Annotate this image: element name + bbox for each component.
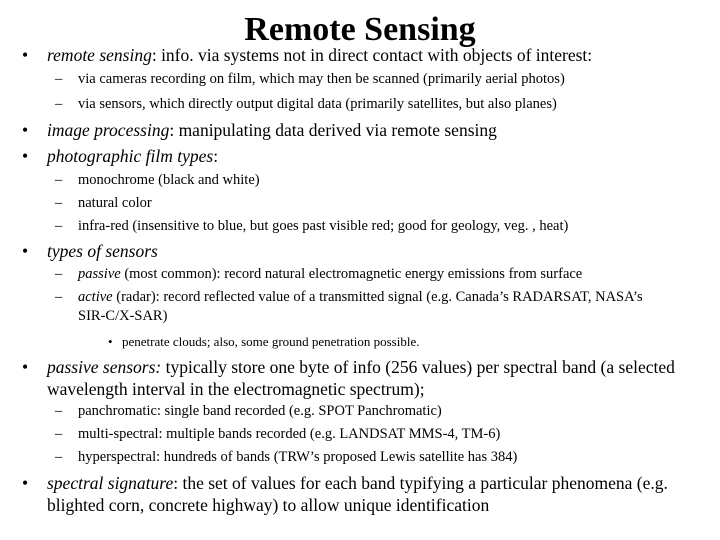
term: spectral signature [47, 473, 174, 493]
bullet-sensor-types [22, 240, 697, 262]
sub-bullet: – infra-red (insensitive to blue, but goes past visible red; good for geology, veg. , heat) [55, 218, 569, 234]
definition: : [213, 146, 219, 166]
dash-icon: – [55, 449, 63, 465]
dash-icon: – [55, 172, 63, 188]
term: image processing [47, 120, 170, 140]
sub-bullet: – natural color [55, 195, 152, 211]
definition: : info. via systems not in direct contact with objects of interest: [151, 45, 593, 65]
definition: typically store one byte of info (256 values) per spectral band (a selected wavelength interval in the electromagnetic spectrum); [47, 357, 675, 399]
sub-sub-bullet: • penetrate clouds; also, some ground penetration possible. [108, 334, 420, 349]
dash-icon: – [55, 71, 63, 87]
bullet-icon: • [22, 45, 29, 65]
sub-bullet: – passive (most common): record natural electromagnetic energy emissions from surface [55, 266, 583, 282]
dash-icon: – [55, 289, 63, 305]
sub-bullet: – via sensors, which directly output digital data (primarily satellites, but also planes) [55, 96, 557, 112]
term: remote sensing [47, 45, 152, 65]
definition: : manipulating data derived via remote sensing [169, 120, 497, 140]
sub-bullet: – hyperspectral: hundreds of bands (TRW’s proposed Lewis satellite has 384) [55, 449, 518, 465]
term: passive sensors: [47, 357, 162, 377]
slide-title: Remote Sensing [244, 11, 476, 48]
sub-bullet: – monochrome (black and white) [55, 172, 260, 188]
dash-icon: – [55, 195, 63, 211]
bullet-spectral-signature [22, 472, 697, 516]
dash-icon: – [55, 96, 63, 112]
term: types of sensors [47, 241, 158, 261]
bullet-icon: • [22, 120, 29, 140]
bullet-icon: • [22, 146, 29, 166]
dash-icon: – [55, 403, 63, 419]
dash-icon: – [55, 218, 63, 234]
definition: : the set of values for each band typifying a particular phenomena (e.g. blighted corn, concrete highway) to allow unique identification [47, 473, 668, 515]
bullet-icon: • [22, 357, 29, 377]
bullet-icon: • [108, 334, 113, 349]
dash-icon: – [55, 426, 63, 442]
bullet-image-processing [22, 119, 697, 141]
term: photographic film types [47, 146, 214, 166]
sub-bullet: – via cameras recording on film, which may then be scanned (primarily aerial photos) [55, 71, 565, 87]
bullet-passive-sensors [22, 356, 697, 400]
bullet-film-types [22, 145, 697, 167]
bullet-remote-sensing [22, 44, 697, 66]
sub-bullet: – multi-spectral: multiple bands recorded (e.g. LANDSAT MMS-4, TM-6) [55, 426, 501, 442]
sub-bullet: – panchromatic: single band recorded (e.g. SPOT Panchromatic) [55, 403, 442, 419]
bullet-icon: • [22, 473, 29, 493]
sub-bullet: – active (radar): record reflected value of a transmitted signal (e.g. Canada’s RADARSAT, NASA’s SIR-C/X-SAR) [55, 289, 643, 324]
bullet-icon: • [22, 241, 29, 261]
dash-icon: – [55, 266, 63, 282]
